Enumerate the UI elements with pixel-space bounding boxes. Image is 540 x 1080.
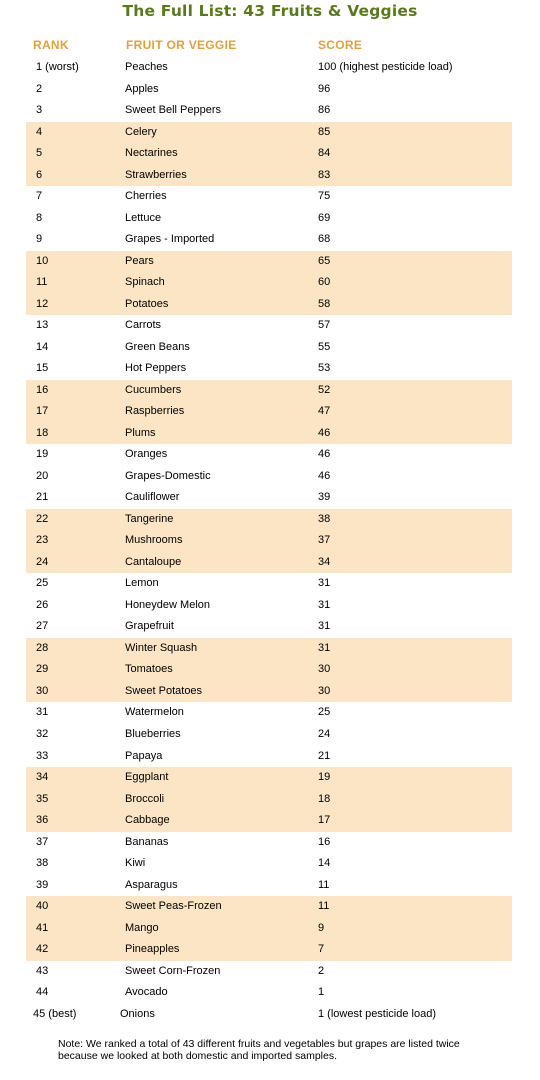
table-row: [26, 380, 512, 402]
score-cell: 46: [318, 448, 331, 461]
score-cell: 11: [318, 878, 330, 891]
score-cell: 31: [318, 641, 331, 654]
score-cell: 86: [318, 104, 331, 117]
page-title: The Full List: 43 Fruits & Veggies: [122, 2, 418, 20]
table-row: [26, 724, 512, 746]
score-cell: 11: [318, 900, 330, 913]
produce-name-cell: Grapefruit: [125, 620, 174, 633]
rank-cell: 35: [36, 792, 49, 805]
rank-cell: 28: [36, 641, 49, 654]
produce-name-cell: Peaches: [125, 61, 168, 73]
table-row: [26, 595, 512, 617]
rank-cell: 10: [36, 254, 49, 267]
score-cell: 1 (lowest pesticide load): [318, 1007, 437, 1020]
produce-name-cell: Sweet Peas-Frozen: [125, 900, 222, 913]
score-cell: 75: [318, 190, 331, 203]
score-cell: 31: [318, 598, 331, 611]
score-cell: 46: [318, 469, 331, 482]
table-row: [26, 487, 512, 509]
rank-cell: 27: [36, 620, 49, 633]
produce-name-cell: Lemon: [125, 577, 159, 590]
score-cell: 9: [318, 921, 325, 934]
produce-name-cell: Broccoli: [125, 792, 165, 805]
rank-cell: 19: [36, 448, 49, 461]
score-cell: 96: [318, 82, 331, 95]
table-row: [26, 423, 512, 445]
table-row: [26, 294, 512, 316]
produce-name-cell: Sweet Corn-Frozen: [125, 964, 221, 977]
score-cell: 69: [318, 211, 331, 224]
rank-cell: 42: [36, 943, 49, 956]
score-cell: 1: [318, 986, 325, 999]
rank-cell: 3: [36, 104, 43, 117]
table-row: [26, 315, 512, 337]
produce-name-cell: Cantaloupe: [125, 555, 182, 568]
produce-name-cell: Apples: [125, 82, 159, 95]
score-cell: 14: [318, 857, 331, 870]
produce-name-cell: Spinach: [125, 276, 165, 289]
table-row: [26, 875, 512, 897]
rank-cell: 32: [36, 727, 49, 740]
rank-cell: 6: [36, 168, 43, 181]
produce-name-cell: Grapes-Domestic: [125, 469, 211, 482]
rank-cell: 14: [36, 340, 49, 353]
rank-cell: 41: [36, 921, 49, 934]
produce-name-cell: Pears: [125, 254, 154, 267]
produce-name-cell: Mushrooms: [125, 534, 183, 547]
produce-name-cell: Tangerine: [125, 512, 174, 525]
produce-name-cell: Eggplant: [125, 771, 169, 784]
produce-name-cell: Watermelon: [125, 706, 184, 719]
rank-cell: 8: [36, 211, 43, 224]
produce-name-cell: Lettuce: [125, 211, 162, 224]
table-row: [26, 853, 512, 875]
produce-name-cell: Blueberries: [125, 727, 181, 740]
rank-cell: 13: [36, 319, 49, 332]
rank-cell: 31: [36, 706, 49, 719]
produce-name-cell: Potatoes: [125, 297, 169, 310]
rank-cell: 37: [36, 835, 49, 848]
table-row: [26, 939, 512, 961]
rank-cell: 11: [36, 276, 48, 289]
table-row: [26, 638, 512, 660]
produce-name-cell: Mango: [125, 921, 159, 934]
table-row: [26, 165, 512, 187]
score-cell: 53: [318, 362, 331, 375]
rank-cell: 38: [36, 857, 49, 870]
score-cell: 34: [318, 555, 331, 568]
table-row: [26, 702, 512, 724]
rank-column-header: RANK: [33, 38, 69, 52]
produce-name-cell: Strawberries: [125, 168, 187, 181]
score-cell: 37: [318, 534, 331, 547]
table-row: [26, 122, 512, 144]
rank-cell: 21: [36, 491, 49, 504]
rank-cell: 16: [36, 383, 49, 396]
produce-name-cell: Pineapples: [125, 943, 180, 956]
produce-name-cell: Tomatoes: [125, 663, 173, 676]
score-cell: 52: [318, 383, 331, 396]
score-cell: 39: [318, 491, 331, 504]
rank-cell: 33: [36, 749, 49, 762]
table-row: [26, 57, 512, 79]
rank-cell: 26: [36, 598, 49, 611]
score-cell: 31: [318, 577, 331, 590]
rank-cell: 29: [36, 663, 49, 676]
score-cell: 18: [318, 792, 331, 805]
rank-cell: 1 (worst): [36, 61, 79, 73]
table-row: [26, 573, 512, 595]
table-row: [26, 100, 512, 122]
table-row: [26, 896, 512, 918]
produce-name-cell: Bananas: [125, 835, 169, 848]
table-row: [26, 208, 512, 230]
produce-name-cell: Avocado: [125, 986, 168, 999]
score-cell: 2: [318, 964, 325, 977]
rank-cell: 43: [36, 964, 49, 977]
footnote: Note: We ranked a total of 43 different fruits and vegetables but grapes are listed twice because we looked at both domestic and imported samples.: [58, 1038, 460, 1062]
rank-cell: 20: [36, 469, 49, 482]
score-cell: 24: [318, 727, 331, 740]
rank-cell: 25: [36, 577, 49, 590]
table-row: [26, 251, 512, 273]
table-row: [26, 1004, 512, 1026]
rank-cell: 12: [36, 297, 49, 310]
produce-name-cell: Papaya: [125, 749, 163, 762]
table-row: [26, 509, 512, 531]
table-row: [26, 466, 512, 488]
rank-cell: 39: [36, 878, 49, 891]
rank-cell: 30: [36, 684, 49, 697]
produce-name-cell: Hot Peppers: [125, 362, 187, 375]
table-row: [26, 186, 512, 208]
rank-cell: 17: [36, 405, 49, 418]
score-cell: 17: [318, 814, 331, 827]
produce-name-cell: Asparagus: [125, 878, 178, 891]
produce-name-cell: Carrots: [125, 319, 162, 332]
table-row: [26, 444, 512, 466]
rank-cell: 22: [36, 512, 49, 525]
produce-name-cell: Sweet Bell Peppers: [125, 104, 221, 117]
rank-cell: 4: [36, 125, 43, 138]
table-header: [26, 38, 512, 52]
score-cell: 25: [318, 706, 331, 719]
table-row: [26, 79, 512, 101]
produce-name-cell: Cherries: [125, 190, 167, 203]
table-row: [26, 358, 512, 380]
score-cell: 7: [318, 943, 325, 956]
produce-name-cell: Onions: [120, 1007, 155, 1020]
table-row: [26, 401, 512, 423]
produce-name-cell: Winter Squash: [125, 641, 198, 654]
score-cell: 19: [318, 771, 331, 784]
produce-name-cell: Celery: [125, 125, 157, 138]
rank-cell: 45 (best): [33, 1007, 77, 1020]
rank-cell: 24: [36, 555, 49, 568]
score-cell: 47: [318, 405, 331, 418]
score-cell: 84: [318, 147, 331, 160]
rank-cell: 18: [36, 426, 49, 439]
score-cell: 68: [318, 233, 331, 246]
score-cell: 85: [318, 125, 331, 138]
score-cell: 60: [318, 276, 331, 289]
table-row: [26, 832, 512, 854]
produce-name-cell: Oranges: [125, 448, 168, 461]
score-cell: 57: [318, 319, 331, 332]
table-row: [26, 530, 512, 552]
score-cell: 100 (highest pesticide load): [318, 61, 453, 73]
table-row: [26, 143, 512, 165]
score-cell: 55: [318, 340, 331, 353]
produce-name-cell: Plums: [125, 426, 156, 439]
produce-name-cell: Nectarines: [125, 147, 178, 160]
score-cell: 30: [318, 684, 331, 697]
produce-name-cell: Cauliflower: [125, 491, 180, 504]
produce-name-cell: Cucumbers: [125, 383, 182, 396]
table-row: [26, 918, 512, 940]
ranking-table: [26, 57, 512, 1025]
rank-cell: 36: [36, 814, 49, 827]
table-row: [26, 337, 512, 359]
score-cell: 38: [318, 512, 331, 525]
rank-cell: 40: [36, 900, 49, 913]
rank-cell: 44: [36, 986, 49, 999]
rank-cell: 9: [36, 233, 43, 246]
table-row: [26, 552, 512, 574]
rank-cell: 2: [36, 82, 43, 95]
table-row: [26, 810, 512, 832]
produce-name-cell: Kiwi: [125, 857, 146, 870]
produce-name-cell: Green Beans: [125, 340, 190, 353]
table-row: [26, 616, 512, 638]
table-row: [26, 961, 512, 983]
table-row: [26, 789, 512, 811]
rank-cell: 23: [36, 534, 49, 547]
score-column-header: SCORE: [318, 38, 363, 52]
score-cell: 30: [318, 663, 331, 676]
rank-cell: 5: [36, 147, 43, 160]
score-cell: 83: [318, 168, 331, 181]
produce-name-cell: Honeydew Melon: [125, 598, 210, 611]
score-cell: 16: [318, 835, 331, 848]
score-cell: 65: [318, 254, 331, 267]
rank-cell: 34: [36, 771, 49, 784]
rank-cell: 15: [36, 362, 49, 375]
score-cell: 58: [318, 297, 331, 310]
table-row: [26, 681, 512, 703]
produce-name-cell: Sweet Potatoes: [125, 684, 203, 697]
table-row: [26, 982, 512, 1004]
table-row: [26, 659, 512, 681]
table-row: [26, 767, 512, 789]
rank-cell: 7: [36, 190, 43, 203]
produce-name-cell: Raspberries: [125, 405, 185, 418]
table-row: [26, 229, 512, 251]
score-cell: 46: [318, 426, 331, 439]
produce-name-cell: Grapes - Imported: [125, 233, 215, 246]
table-row: [26, 746, 512, 768]
produce-name-cell: Cabbage: [125, 814, 170, 827]
table-row: [26, 272, 512, 294]
score-cell: 31: [318, 620, 331, 633]
score-cell: 21: [318, 749, 331, 762]
name-column-header: FRUIT OR VEGGIE: [126, 38, 237, 52]
